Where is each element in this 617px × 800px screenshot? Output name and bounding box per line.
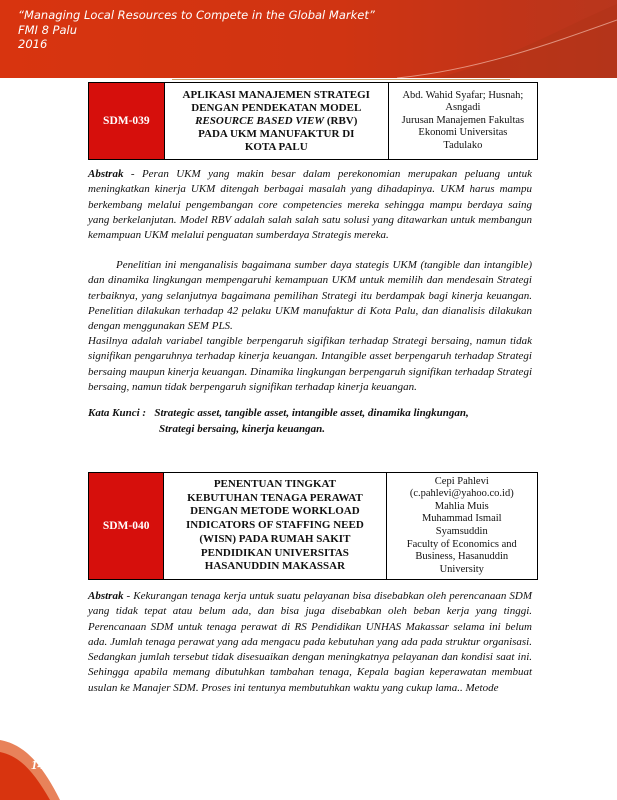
entry-title: PENENTUAN TINGKAT KEBUTUHAN TENAGA PERAWAT DENGAN METODE WORKLOAD INDICATORS OF STAFFING NEED (WISN) PADA RUMAH SAKIT PENDIDIKAN UNIVERSITAS HASANUDDIN MAKASSAR bbox=[164, 473, 386, 580]
header-decorative-curve bbox=[397, 0, 617, 78]
abstract-label: Abstrak bbox=[88, 168, 124, 180]
abstract-sdm-039-p1: Abstrak - Peran UKM yang makin besar dalam perekonomian merupakan peluang untuk meningkatkan kinerja UKM ditengah berbagai masalah yang dihadapinya. UKM harus mampu berkembang melalui pengembangan core competencies mereka sehingga mampu berdaya saing yang berkelanjutan. Model RBV adalah salah salah satu solusi yang ditawarkan untuk membangun kemampuan UKM melalui penguatan sumberdaya Strategis mereka. bbox=[88, 168, 532, 242]
page-header-band bbox=[0, 0, 617, 78]
abstract-sdm-040: Abstrak - Kekurangan tenaga kerja untuk suatu pelayanan bisa disebabkan oleh perencanaan SDM yang tidak tepat atau belum ada, dan bisa juga disebabkan oleh beban kerja yang tinggi. Perencanaan SDM untuk tenaga perawat di RS Pendidikan UNHAS Makassar selama ini belum ada. Jumlah tenaga perawat yang ada mengacu pada kebutuhan yang ada pada struktur organisasi. Sedangkan jumlah tersebut tidak disesuaikan dengan meningkatnya pelayanan dan kondisi saat ini. Sehingga apabila memang dibutuhkan tambahan tenaga, Kepala bagian keperawatan membuat usulan ke Manajer SDM. Proses ini tentunya membutuhkan waktu yang cukup lama.. Metode bbox=[88, 590, 532, 694]
abstract-sdm-039-p3: Hasilnya adalah variabel tangible berpengaruh sigifikan terhadap Strategi bersaing, namun tidak signifikan pengaruhnya terhadap kinerja keuangan. Intangible asset berpengaruh terhadap Strategi bersaing maupun kinerja keuangan. Dinamika lingkungan berpengaruh signifikan terhadap Strategi bersaing, namun tidak berpengaruh signifikan terhadap kinerja keuangan. bbox=[88, 335, 532, 393]
entry-authors: Cepi Pahlevi (c.pahlevi@yahoo.co.id) Mahlia Muis Muhammad Ismail Syamsuddin Faculty of Economics and Business, Hasanuddin University bbox=[386, 473, 537, 580]
divider-line bbox=[172, 79, 510, 80]
entry-table-sdm-040 bbox=[88, 472, 538, 580]
abstract-sdm-039-p2: Penelitian ini menganalisis bagaimana sumber daya stategis UKM (tangible dan intangible) dan dinamika lingkungan mempengaruhi kemampuan UKM untuk memilih dan mendesain Strategi terbaiknya, yang selanjutnya bagaimana pemilihan Strategi itu berdampak bagi kinerja keuangan. Penelitian dilakukan terhadap 42 pelaku UKM manufaktur di Kota Palu, dan dianalisis dilakukan dengan menggunakan SEM PLS. bbox=[88, 259, 532, 333]
conference-year: 2016 bbox=[18, 37, 48, 51]
entry-code: SDM-039 bbox=[89, 83, 165, 160]
page-number: 148 bbox=[31, 757, 51, 772]
keywords-label: Kata Kunci : bbox=[88, 407, 147, 419]
conference-event: FMI 8 Palu bbox=[18, 22, 78, 37]
keywords: Kata Kunci : Strategic asset, tangible asset, intangible asset, dinamika lingkungan, Strategi bersaing, kinerja keuangan. bbox=[88, 407, 469, 435]
abstract-label: Abstrak bbox=[88, 590, 124, 602]
page-number-badge bbox=[0, 740, 60, 800]
entry-title: APLIKASI MANAJEMEN STRATEGI DENGAN PENDEKATAN MODEL RESOURCE BASED VIEW (RBV) PADA UKM MANUFAKTUR DI KOTA PALU bbox=[164, 83, 388, 160]
conference-header bbox=[18, 8, 375, 52]
conference-theme: “Managing Local Resources to Compete in the Global Market” bbox=[18, 8, 375, 22]
entry-authors: Abd. Wahid Syafar; Husnah; Asngadi Jurusan Manajemen Fakultas Ekonomi Universitas Tadulako bbox=[388, 83, 537, 160]
entry-code: SDM-040 bbox=[89, 473, 164, 580]
entry-table-sdm-039 bbox=[88, 82, 538, 160]
